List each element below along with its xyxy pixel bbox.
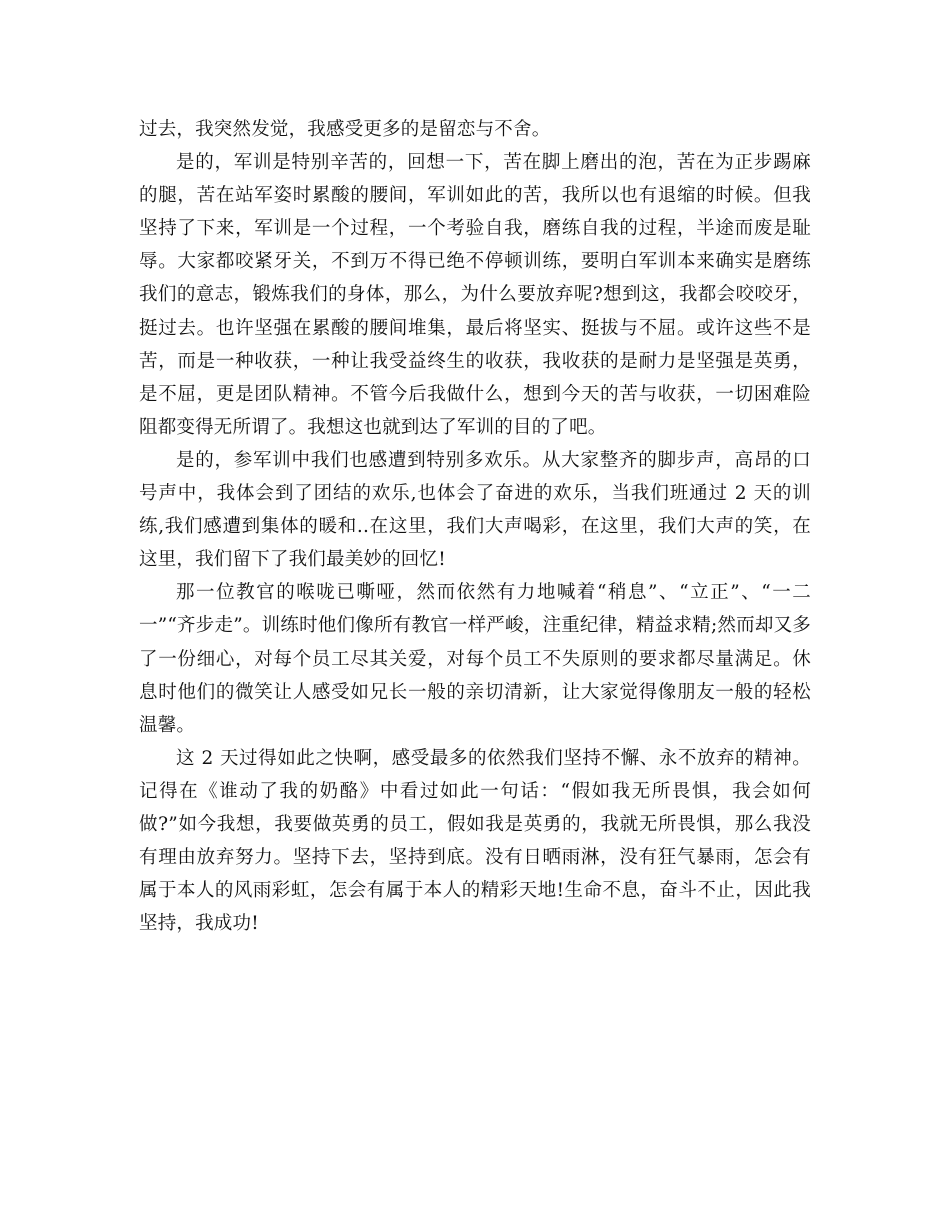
paragraph-joy: 是的，参军训中我们也感遭到特别多欢乐。从大家整齐的脚步声，高昂的口号声中，我体会到了团结的欢乐,也体会了奋进的欢乐，当我们班通过 2 天的训练,我们感遭到集体的暖和..在这里，我们大声喝彩，在这里，我们大声的笑，在这里，我们留下了我们最美妙的回忆! [139, 449, 811, 571]
paragraph-continued: 过去，我突然发觉，我感受更多的是留恋与不舍。 [139, 119, 551, 140]
paragraph-hardship: 是的，军训是特别辛苦的，回想一下，苦在脚上磨出的泡，苦在为正步踢麻的腿，苦在站军姿时累酸的腰间，军训如此的苦，我所以也有退缩的时候。但我坚持了下来，军训是一个过程，一个考验自我，磨练自我的过程，半途而废是耻辱。大家都咬紧牙关，不到万不得已绝不停顿训练，要明白军训本来确实是磨练我们的意志，锻炼我们的身体，那么，为什么要放弃呢?想到这，我都会咬咬牙，挺过去。也许坚强在累酸的腰间堆集，最后将坚实、挺拔与不屈。或许这些不是苦，而是一种收获，一种让我受益终生的收获，我收获的是耐力是坚强是英勇，是不屈，更是团队精神。不管今后我做什么，想到今天的苦与收获，一切困难险阻都变得无所谓了。我想这也就到达了军训的目的了吧。 [139, 152, 811, 438]
paragraph-conclusion: 这 2 天过得如此之快啊，感受最多的依然我们坚持不懈、永不放弃的精神。记得在《谁动了我的奶酪》中看过如此一句话：“假如我无所畏惧，我会如何做?”如今我想，我要做英勇的员工，假如我是英勇的，我就无所畏惧，那么我没有理由放弃努力。坚持下去，坚持到底。没有日晒雨淋，没有狂气暴雨，怎会有属于本人的风雨彩虹，怎会有属于本人的精彩天地!生命不息，奋斗不止，因此我坚持，我成功! [139, 747, 811, 935]
document-body [139, 113, 811, 940]
paragraph-instructor: 那一位教官的喉咙已嘶哑，然而依然有力地喊着“稍息”、“立正”、“一二一”“齐步走”。训练时他们像所有教官一样严峻，注重纪律，精益求精;然而却又多了一份细心，对每个员工尽其关爱，对每个员工不失原则的要求都尽量满足。休息时他们的微笑让人感受如兄长一般的亲切清新，让大家觉得像朋友一般的轻松温馨。 [139, 582, 811, 736]
